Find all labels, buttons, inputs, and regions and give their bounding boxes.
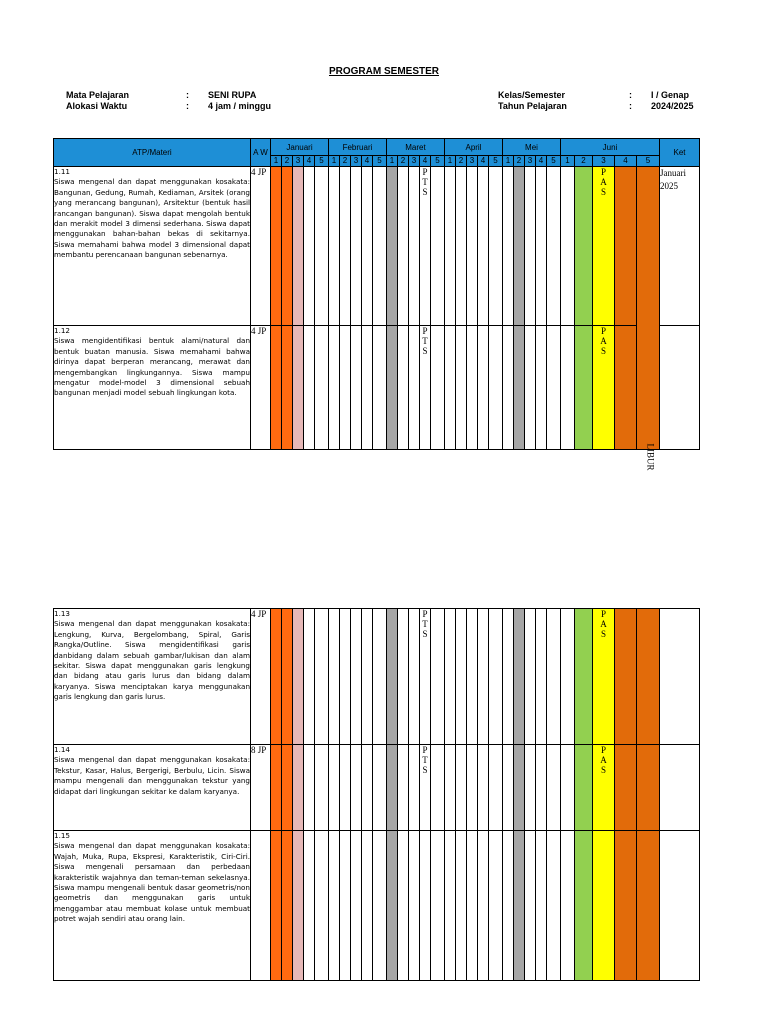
week-cell <box>398 609 409 745</box>
month-header: Juni <box>561 139 660 156</box>
pts-marker <box>420 831 431 981</box>
week-cell <box>547 167 561 326</box>
pas-marker-letter: S <box>600 629 606 639</box>
week-cell <box>340 167 351 326</box>
week-cell <box>615 609 637 745</box>
week-cell <box>409 167 420 326</box>
week-cell <box>409 831 420 981</box>
week-header: 1 <box>271 156 282 167</box>
week-cell <box>615 831 637 981</box>
week-cell <box>525 609 536 745</box>
week-header: 1 <box>445 156 456 167</box>
libur-label: LIBUR <box>645 443 656 471</box>
week-cell <box>304 609 315 745</box>
ket-cell: Januari 2025 <box>660 167 700 326</box>
week-cell <box>329 167 340 326</box>
week-cell <box>398 745 409 831</box>
week-cell <box>489 745 503 831</box>
pts-marker <box>420 609 431 745</box>
table-row <box>54 831 700 981</box>
month-header: Februari <box>329 139 387 156</box>
week-cell <box>351 831 362 981</box>
atp-cell <box>54 745 251 831</box>
week-header: 5 <box>431 156 445 167</box>
week-cell <box>304 326 315 450</box>
week-cell <box>329 831 340 981</box>
pts-marker <box>420 745 431 831</box>
pas-marker-letter: P <box>600 609 606 619</box>
week-cell <box>514 745 525 831</box>
week-header: 2 <box>398 156 409 167</box>
week-cell <box>409 609 420 745</box>
pts-marker-letter: T <box>422 619 428 629</box>
week-header: 5 <box>489 156 503 167</box>
week-cell <box>340 609 351 745</box>
week-header: 5 <box>637 156 660 167</box>
week-cell <box>398 167 409 326</box>
mapel-value: SENI RUPA <box>208 90 257 100</box>
atp-code: 1.15 <box>54 831 71 840</box>
pas-marker-letter: S <box>600 187 606 197</box>
atp-header: ATP/Materi <box>54 139 251 167</box>
kelas-label: Kelas/Semester <box>498 90 566 100</box>
week-cell <box>478 609 489 745</box>
week-cell <box>293 745 304 831</box>
pts-marker-letter: P <box>422 167 428 177</box>
pas-marker-letter: P <box>600 326 606 336</box>
pas-marker-letter: A <box>600 619 607 629</box>
pts-marker-letter: S <box>422 187 428 197</box>
week-cell <box>387 326 398 450</box>
colon: : <box>186 90 189 100</box>
week-cell <box>351 745 362 831</box>
pas-marker-letter: P <box>600 745 606 755</box>
week-cell <box>547 609 561 745</box>
week-cell <box>525 167 536 326</box>
week-cell <box>489 609 503 745</box>
week-cell <box>478 167 489 326</box>
week-cell <box>271 831 282 981</box>
pts-marker <box>420 167 431 326</box>
pas-marker-letter: P <box>600 167 606 177</box>
week-cell <box>293 167 304 326</box>
aw-cell: 4 JP <box>251 609 271 745</box>
week-cell <box>387 167 398 326</box>
week-header: 2 <box>575 156 593 167</box>
week-cell <box>373 167 387 326</box>
atp-code: 1.12 <box>54 326 71 335</box>
week-cell <box>615 745 637 831</box>
week-cell <box>456 831 467 981</box>
alokasi-value: 4 jam / minggu <box>208 101 272 111</box>
month-header: Maret <box>387 139 445 156</box>
week-cell <box>315 745 329 831</box>
week-cell <box>637 609 660 745</box>
atp-code: 1.13 <box>54 609 71 618</box>
month-header: Mei <box>503 139 561 156</box>
week-cell <box>431 167 445 326</box>
pts-marker-letter: T <box>422 336 428 346</box>
week-cell <box>373 745 387 831</box>
week-cell <box>547 745 561 831</box>
atp-code: 1.11 <box>54 167 71 176</box>
week-cell <box>561 745 575 831</box>
week-cell <box>282 831 293 981</box>
week-cell <box>387 745 398 831</box>
week-cell <box>362 167 373 326</box>
week-cell <box>282 745 293 831</box>
week-cell <box>467 167 478 326</box>
week-cell <box>315 609 329 745</box>
week-cell <box>271 326 282 450</box>
week-header: 3 <box>593 156 615 167</box>
atp-cell <box>54 831 251 981</box>
pts-marker-letter: P <box>422 745 428 755</box>
week-cell <box>467 745 478 831</box>
aw-cell: 8 JP <box>251 745 271 831</box>
pas-marker-letter: A <box>600 755 607 765</box>
week-cell <box>315 167 329 326</box>
table-row <box>54 326 700 450</box>
week-cell <box>373 831 387 981</box>
week-header: 3 <box>525 156 536 167</box>
week-cell <box>271 609 282 745</box>
pas-marker <box>593 326 615 450</box>
week-cell <box>489 167 503 326</box>
aw-cell: 4 JP <box>251 326 271 450</box>
aw-cell: 4 JP <box>251 167 271 326</box>
week-cell <box>340 745 351 831</box>
week-cell <box>445 326 456 450</box>
week-cell <box>445 831 456 981</box>
week-cell <box>373 326 387 450</box>
atp-text: Siswa mengidentifikasi bentuk alami/natural dan bentuk buatan manusia. Siswa memahami bahwa dirinya dapat berperan merancang, merawat dan mengembangkan lingkungannya. Siswa mampu mengatur model-model 3 dimensional sebuah bangunan menjadi model sebuah lingkungan kota. <box>54 336 250 398</box>
week-cell <box>478 831 489 981</box>
ket-header: Ket <box>660 139 700 167</box>
atp-cell <box>54 167 251 326</box>
week-cell <box>329 326 340 450</box>
schedule-table-1 <box>53 138 700 471</box>
atp-code: 1.14 <box>54 745 71 754</box>
pas-marker <box>593 745 615 831</box>
week-cell <box>514 831 525 981</box>
week-header: 2 <box>514 156 525 167</box>
week-cell <box>293 831 304 981</box>
week-header: 4 <box>362 156 373 167</box>
pts-marker-letter: P <box>422 326 428 336</box>
week-cell <box>637 745 660 831</box>
week-cell <box>271 167 282 326</box>
pts-marker <box>420 326 431 450</box>
week-cell <box>478 745 489 831</box>
week-cell <box>489 326 503 450</box>
week-header: 1 <box>329 156 340 167</box>
week-cell <box>362 609 373 745</box>
week-header: 4 <box>304 156 315 167</box>
week-cell <box>293 326 304 450</box>
week-cell <box>575 745 593 831</box>
week-cell <box>304 167 315 326</box>
week-header: 3 <box>409 156 420 167</box>
week-cell <box>409 326 420 450</box>
week-cell <box>547 831 561 981</box>
week-cell <box>282 326 293 450</box>
week-cell <box>489 831 503 981</box>
kelas-value: I / Genap <box>651 90 690 100</box>
pts-marker-letter: T <box>422 755 428 765</box>
week-cell <box>561 609 575 745</box>
week-header: 4 <box>536 156 547 167</box>
week-cell <box>456 609 467 745</box>
week-cell <box>561 831 575 981</box>
week-header: 2 <box>340 156 351 167</box>
week-cell <box>387 609 398 745</box>
atp-cell <box>54 326 251 450</box>
week-cell <box>525 745 536 831</box>
week-header: 1 <box>561 156 575 167</box>
table-row <box>54 167 700 326</box>
week-cell <box>445 167 456 326</box>
libur-cell <box>637 167 660 471</box>
week-header: 2 <box>282 156 293 167</box>
week-cell <box>514 326 525 450</box>
week-cell <box>575 609 593 745</box>
week-cell <box>304 831 315 981</box>
week-header: 5 <box>547 156 561 167</box>
pts-marker-letter: S <box>422 765 428 775</box>
week-cell <box>536 745 547 831</box>
week-header: 2 <box>456 156 467 167</box>
week-cell <box>575 831 593 981</box>
colon: : <box>629 90 632 100</box>
week-cell <box>456 167 467 326</box>
colon: : <box>186 101 189 111</box>
atp-text: Siswa mengenal dan dapat menggunakan kosakata: Tekstur, Kasar, Halus, Bergerigi, Berbulu, Licin. Siswa mampu mengenali dan menggunakan tekstur yang didapat dari lingkungan sekitar ke dalam karyanya. <box>54 755 250 796</box>
week-cell <box>467 831 478 981</box>
week-cell <box>536 609 547 745</box>
table-row <box>54 609 700 745</box>
ket-cell <box>660 831 700 981</box>
week-cell <box>362 326 373 450</box>
week-cell <box>456 745 467 831</box>
pas-marker <box>593 831 615 981</box>
week-cell <box>536 167 547 326</box>
week-cell <box>329 609 340 745</box>
week-cell <box>445 609 456 745</box>
week-cell <box>304 745 315 831</box>
week-cell <box>431 326 445 450</box>
week-cell <box>398 831 409 981</box>
week-cell <box>362 745 373 831</box>
atp-text: Siswa mengenal dan dapat menggunakan kosakata: Wajah, Muka, Rupa, Ekspresi, Karakteristik, Ciri-Ciri. Siswa mengenali persamaan dan perbedaan karakteristik wajahnya dan teman-teman sekelasnya. Siswa mampu mengenali bentuk dasar geometris/non geometris dan menggunakan garis untuk menggambar atau membuat kolase untuk membuat potret wajah sendiri atau orang lain. <box>54 841 250 924</box>
ket-cell <box>660 609 700 745</box>
week-header: 5 <box>373 156 387 167</box>
pts-marker-letter: T <box>422 177 428 187</box>
week-cell <box>362 831 373 981</box>
week-cell <box>503 745 514 831</box>
week-header: 1 <box>503 156 514 167</box>
week-cell <box>514 167 525 326</box>
week-cell <box>340 326 351 450</box>
aw-cell <box>251 831 271 981</box>
week-cell <box>525 326 536 450</box>
week-cell <box>445 745 456 831</box>
pts-marker-letter: S <box>422 629 428 639</box>
week-cell <box>340 831 351 981</box>
pas-marker-letter: A <box>600 336 607 346</box>
schedule-table-2 <box>53 608 700 981</box>
pas-marker-letter: S <box>600 346 606 356</box>
month-header: Januari <box>271 139 329 156</box>
pts-marker-letter: S <box>422 346 428 356</box>
week-header: 4 <box>615 156 637 167</box>
alokasi-label: Alokasi Waktu <box>66 101 128 111</box>
week-cell <box>467 609 478 745</box>
month-header: April <box>445 139 503 156</box>
pas-marker <box>593 609 615 745</box>
ket-cell <box>660 745 700 831</box>
pas-marker-letter: S <box>600 765 606 775</box>
week-cell <box>503 831 514 981</box>
week-cell <box>478 326 489 450</box>
pts-marker-letter: P <box>422 609 428 619</box>
pas-marker <box>593 167 615 326</box>
week-cell <box>315 326 329 450</box>
week-header: 4 <box>420 156 431 167</box>
week-cell <box>431 831 445 981</box>
week-cell <box>561 167 575 326</box>
week-cell <box>351 609 362 745</box>
week-cell <box>282 609 293 745</box>
week-cell <box>329 745 340 831</box>
week-header: 3 <box>467 156 478 167</box>
week-cell <box>561 326 575 450</box>
week-cell <box>467 326 478 450</box>
week-cell <box>525 831 536 981</box>
colon: : <box>629 101 632 111</box>
tahun-label: Tahun Pelajaran <box>498 101 567 111</box>
atp-text: Siswa mengenal dan dapat menggunakan kosakata: Lengkung, Kurva, Bergelombang, Spiral, Garis Rangka/Outline. Siswa mengidentifikasi garis danbidang dalam sebuah gambar/lukisan dan alam sekitar. Siswa dapat menggunakan garis lengkung dan bidang atau garis lurus dan bidang dalam karyanya. Siswa menciptakan karya menggunakan garis lengkung dan garis lurus. <box>54 619 250 702</box>
week-cell <box>536 326 547 450</box>
week-cell <box>398 326 409 450</box>
week-cell <box>351 326 362 450</box>
week-cell <box>615 167 637 326</box>
week-header: 3 <box>351 156 362 167</box>
pas-marker-letter: A <box>600 177 607 187</box>
week-cell <box>351 167 362 326</box>
week-cell <box>373 609 387 745</box>
week-cell <box>503 609 514 745</box>
week-cell <box>536 831 547 981</box>
week-cell <box>615 326 637 450</box>
week-header: 3 <box>293 156 304 167</box>
atp-cell <box>54 609 251 745</box>
page-title: PROGRAM SEMESTER <box>328 66 439 77</box>
week-cell <box>282 167 293 326</box>
week-cell <box>315 831 329 981</box>
week-cell <box>409 745 420 831</box>
week-cell <box>431 609 445 745</box>
mapel-label: Mata Pelajaran <box>66 90 130 100</box>
week-cell <box>575 326 593 450</box>
atp-text: Siswa mengenal dan dapat menggunakan kosakata: Bangunan, Gedung, Rumah, Kediaman, Arsitek (orang yang merancang bangunan), Arsitektur (bentuk hasil rancangan bangunan). Siswa dapat mengolah bentuk dan merakit model 3 dimensi sederhana. Siswa dapat menggunakan bahan-bahan bekas di sekitarnya. Siswa memahami bahwa model 3 dimensional dapat membantu perencanaan bangunan sebenarnya. <box>54 177 250 260</box>
week-cell <box>293 609 304 745</box>
week-cell <box>431 745 445 831</box>
week-cell <box>575 167 593 326</box>
week-cell <box>514 609 525 745</box>
week-cell <box>503 326 514 450</box>
ket-cell <box>660 326 700 450</box>
week-header: 5 <box>315 156 329 167</box>
week-cell <box>271 745 282 831</box>
week-cell <box>456 326 467 450</box>
week-header: 4 <box>478 156 489 167</box>
week-header: 1 <box>387 156 398 167</box>
table-row <box>54 745 700 831</box>
week-cell <box>547 326 561 450</box>
aw-header: A W <box>251 139 271 167</box>
week-cell <box>637 831 660 981</box>
tahun-value: 2024/2025 <box>651 101 694 111</box>
week-cell <box>503 167 514 326</box>
week-cell <box>387 831 398 981</box>
